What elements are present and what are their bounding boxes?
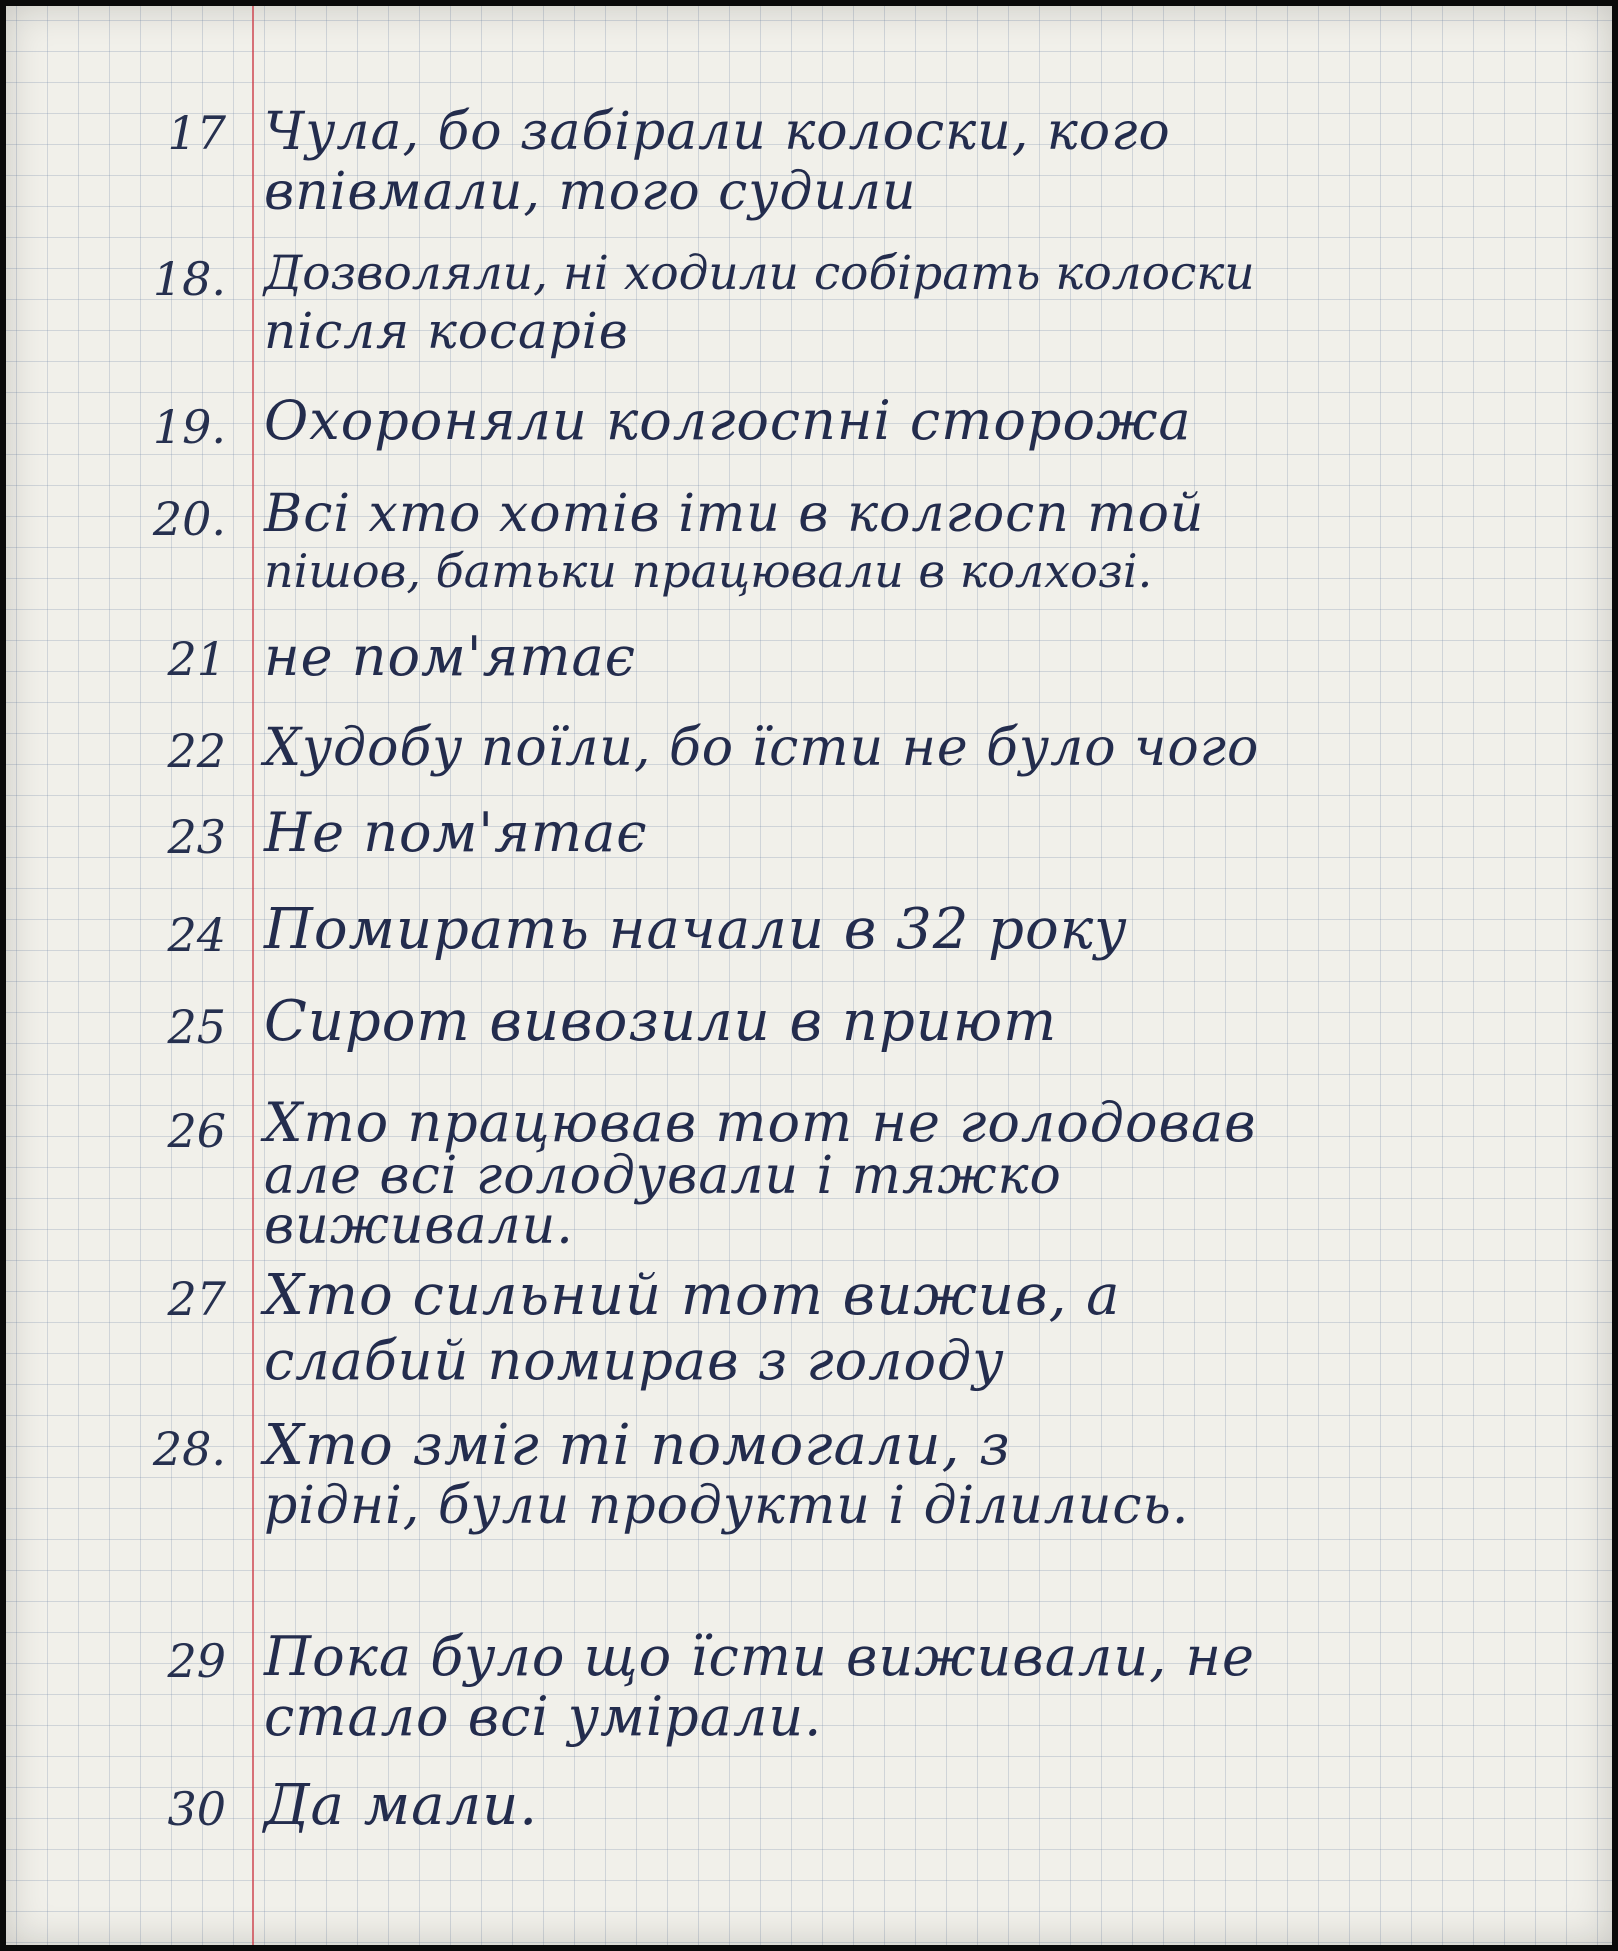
entry-number: 20. — [152, 492, 226, 546]
entry-line: Сирот вивозили в приют — [264, 989, 1058, 1054]
notebook-page — [6, 6, 1612, 1945]
entry-line: виживали. — [264, 1196, 574, 1256]
entry-line: Худобу поїли, бо їсти не було чого — [264, 718, 1260, 778]
entry-number: 21 — [167, 632, 226, 686]
entry-number: 25 — [167, 1000, 226, 1054]
entry-line: Помирать начали в 32 року — [264, 897, 1128, 962]
entry-line: впівмали, того судили — [264, 162, 917, 222]
entry-line: стало всі умірали. — [264, 1685, 823, 1748]
entry-line: після косарів — [264, 302, 629, 360]
entry-number: 30 — [167, 1782, 226, 1836]
entry-line: Пока було що їсти виживали, не — [264, 1625, 1255, 1688]
entry-number: 17 — [167, 106, 226, 160]
entry-line: Всі хто хотів іти в колгосп той — [264, 484, 1205, 544]
entry-line: але всі голодували і тяжко — [264, 1146, 1062, 1206]
entry-line: Чула, бо забірали колоски, кого — [264, 102, 1171, 162]
entry-line: Хто сильний тот вижив, а — [264, 1263, 1121, 1328]
entry-number: 18. — [152, 252, 226, 306]
entry-line: Хто працював тот не голодовав — [264, 1091, 1257, 1154]
margin-line — [252, 6, 254, 1945]
entry-line: пішов, батьки працювали в колхозі. — [264, 544, 1153, 598]
entry-number: 23 — [167, 810, 226, 864]
entry-line: Не пом'ятає — [264, 801, 648, 864]
entry-number: 28. — [152, 1422, 226, 1476]
entry-line: Дозволяли, ні ходили собірать колоски — [264, 246, 1255, 301]
entry-number: 19. — [152, 400, 226, 454]
entry-number: 27 — [167, 1272, 226, 1326]
entry-line: Хто зміг ті помогали, з — [264, 1413, 1011, 1478]
entry-number: 26 — [167, 1104, 226, 1158]
entry-line: слабий помирав з голоду — [264, 1329, 1005, 1392]
entry-number: 29 — [167, 1634, 226, 1688]
entry-number: 24 — [167, 908, 226, 962]
entry-line: не пом'ятає — [264, 625, 636, 688]
entry-line: рідні, були продукти і ділились. — [264, 1476, 1190, 1536]
entry-line: Да мали. — [264, 1773, 539, 1838]
entry-line: Охороняли колгоспні сторожа — [264, 389, 1192, 452]
entry-number: 22 — [167, 724, 226, 778]
